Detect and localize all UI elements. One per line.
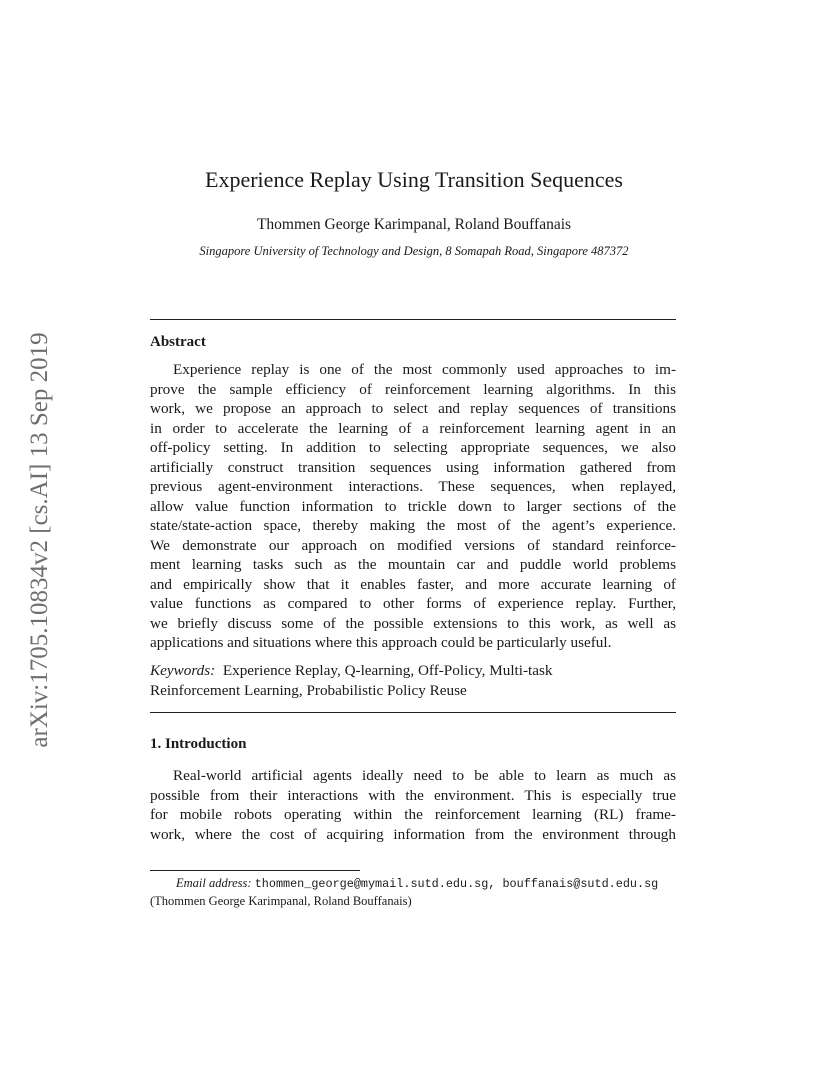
keywords-line: Reinforcement Learning, Probabilistic Policy Reuse — [150, 681, 467, 699]
abstract-line: off-policy setting. In addition to selecting appropriate sequences, we also — [150, 439, 676, 456]
abstract-line: artificially construct transition sequences using information gathered from — [150, 458, 676, 476]
abstract-line: ment learning tasks such as the mountain car and puddle world problems — [150, 556, 676, 573]
intro-line: for mobile robots operating within the reinforcement learning (RL) frame- — [150, 806, 676, 823]
abstract-line: in order to accelerate the learning of a reinforcement learning agent in an — [150, 419, 676, 437]
keywords-label: Keywords: — [150, 662, 216, 679]
abstract-line: applications and situations where this approach could be particularly useful. — [150, 634, 612, 651]
introduction-body — [150, 766, 676, 844]
intro-line: work, where the cost of acquiring information from the environment through — [150, 825, 676, 843]
abstract-line: Experience replay is one of the most commonly used approaches to im- — [173, 361, 676, 378]
abstract-top-rule — [150, 319, 676, 320]
intro-line: Real-world artificial agents ideally need to be able to learn as much as — [173, 767, 676, 784]
abstract-line: value functions as compared to other forms of experience replay. Further, — [150, 595, 676, 612]
abstract-line: and empirically show that it enables faster, and more accurate learning of — [150, 575, 676, 593]
abstract-line: prove the sample efficiency of reinforcement learning algorithms. In this — [150, 380, 676, 398]
author-list: Thommen George Karimpanal, Roland Bouffanais — [256, 216, 572, 233]
abstract-bottom-rule — [150, 712, 676, 713]
abstract-line: previous agent-environment interactions. These sequences, when replayed, — [150, 478, 676, 495]
footnote-names: (Thommen George Karimpanal, Roland Bouffanais) — [150, 894, 412, 908]
email-addresses: thommen_george@mymail.sutd.edu.sg, bouffanais@sutd.edu.sg — [254, 877, 659, 891]
author-affiliation: Singapore University of Technology and Design, 8 Somapah Road, Singapore 487372 — [199, 244, 629, 258]
section-heading: 1. Introduction — [150, 736, 247, 752]
paper-title: Experience Replay Using Transition Sequences — [205, 167, 623, 192]
abstract-heading: Abstract — [150, 334, 206, 350]
arxiv-identifier: arXiv:1705.10834v2 [cs.AI] 13 Sep 2019 — [26, 332, 53, 748]
footnote-rule — [150, 870, 360, 871]
abstract-line: state/state-action space, thereby making the most of the agent’s experience. — [150, 517, 676, 534]
keywords-line: Experience Replay, Q-learning, Off-Policy, Multi-task — [222, 662, 553, 679]
abstract-line: we briefly discuss some of the possible extensions to this work, as well as — [150, 614, 676, 632]
intro-line: possible from their interactions with the environment. This is especially true — [150, 786, 676, 804]
abstract-line: work, we propose an approach to select and replay sequences of transitions — [150, 400, 676, 417]
footnote — [150, 875, 676, 910]
abstract-body — [150, 360, 676, 653]
abstract-line: We demonstrate our approach on modified versions of standard reinforce- — [150, 536, 676, 554]
abstract-line: allow value function information to trickle down to larger sections of the — [150, 497, 676, 515]
email-label: Email address: — [176, 876, 252, 890]
keywords — [150, 661, 676, 700]
